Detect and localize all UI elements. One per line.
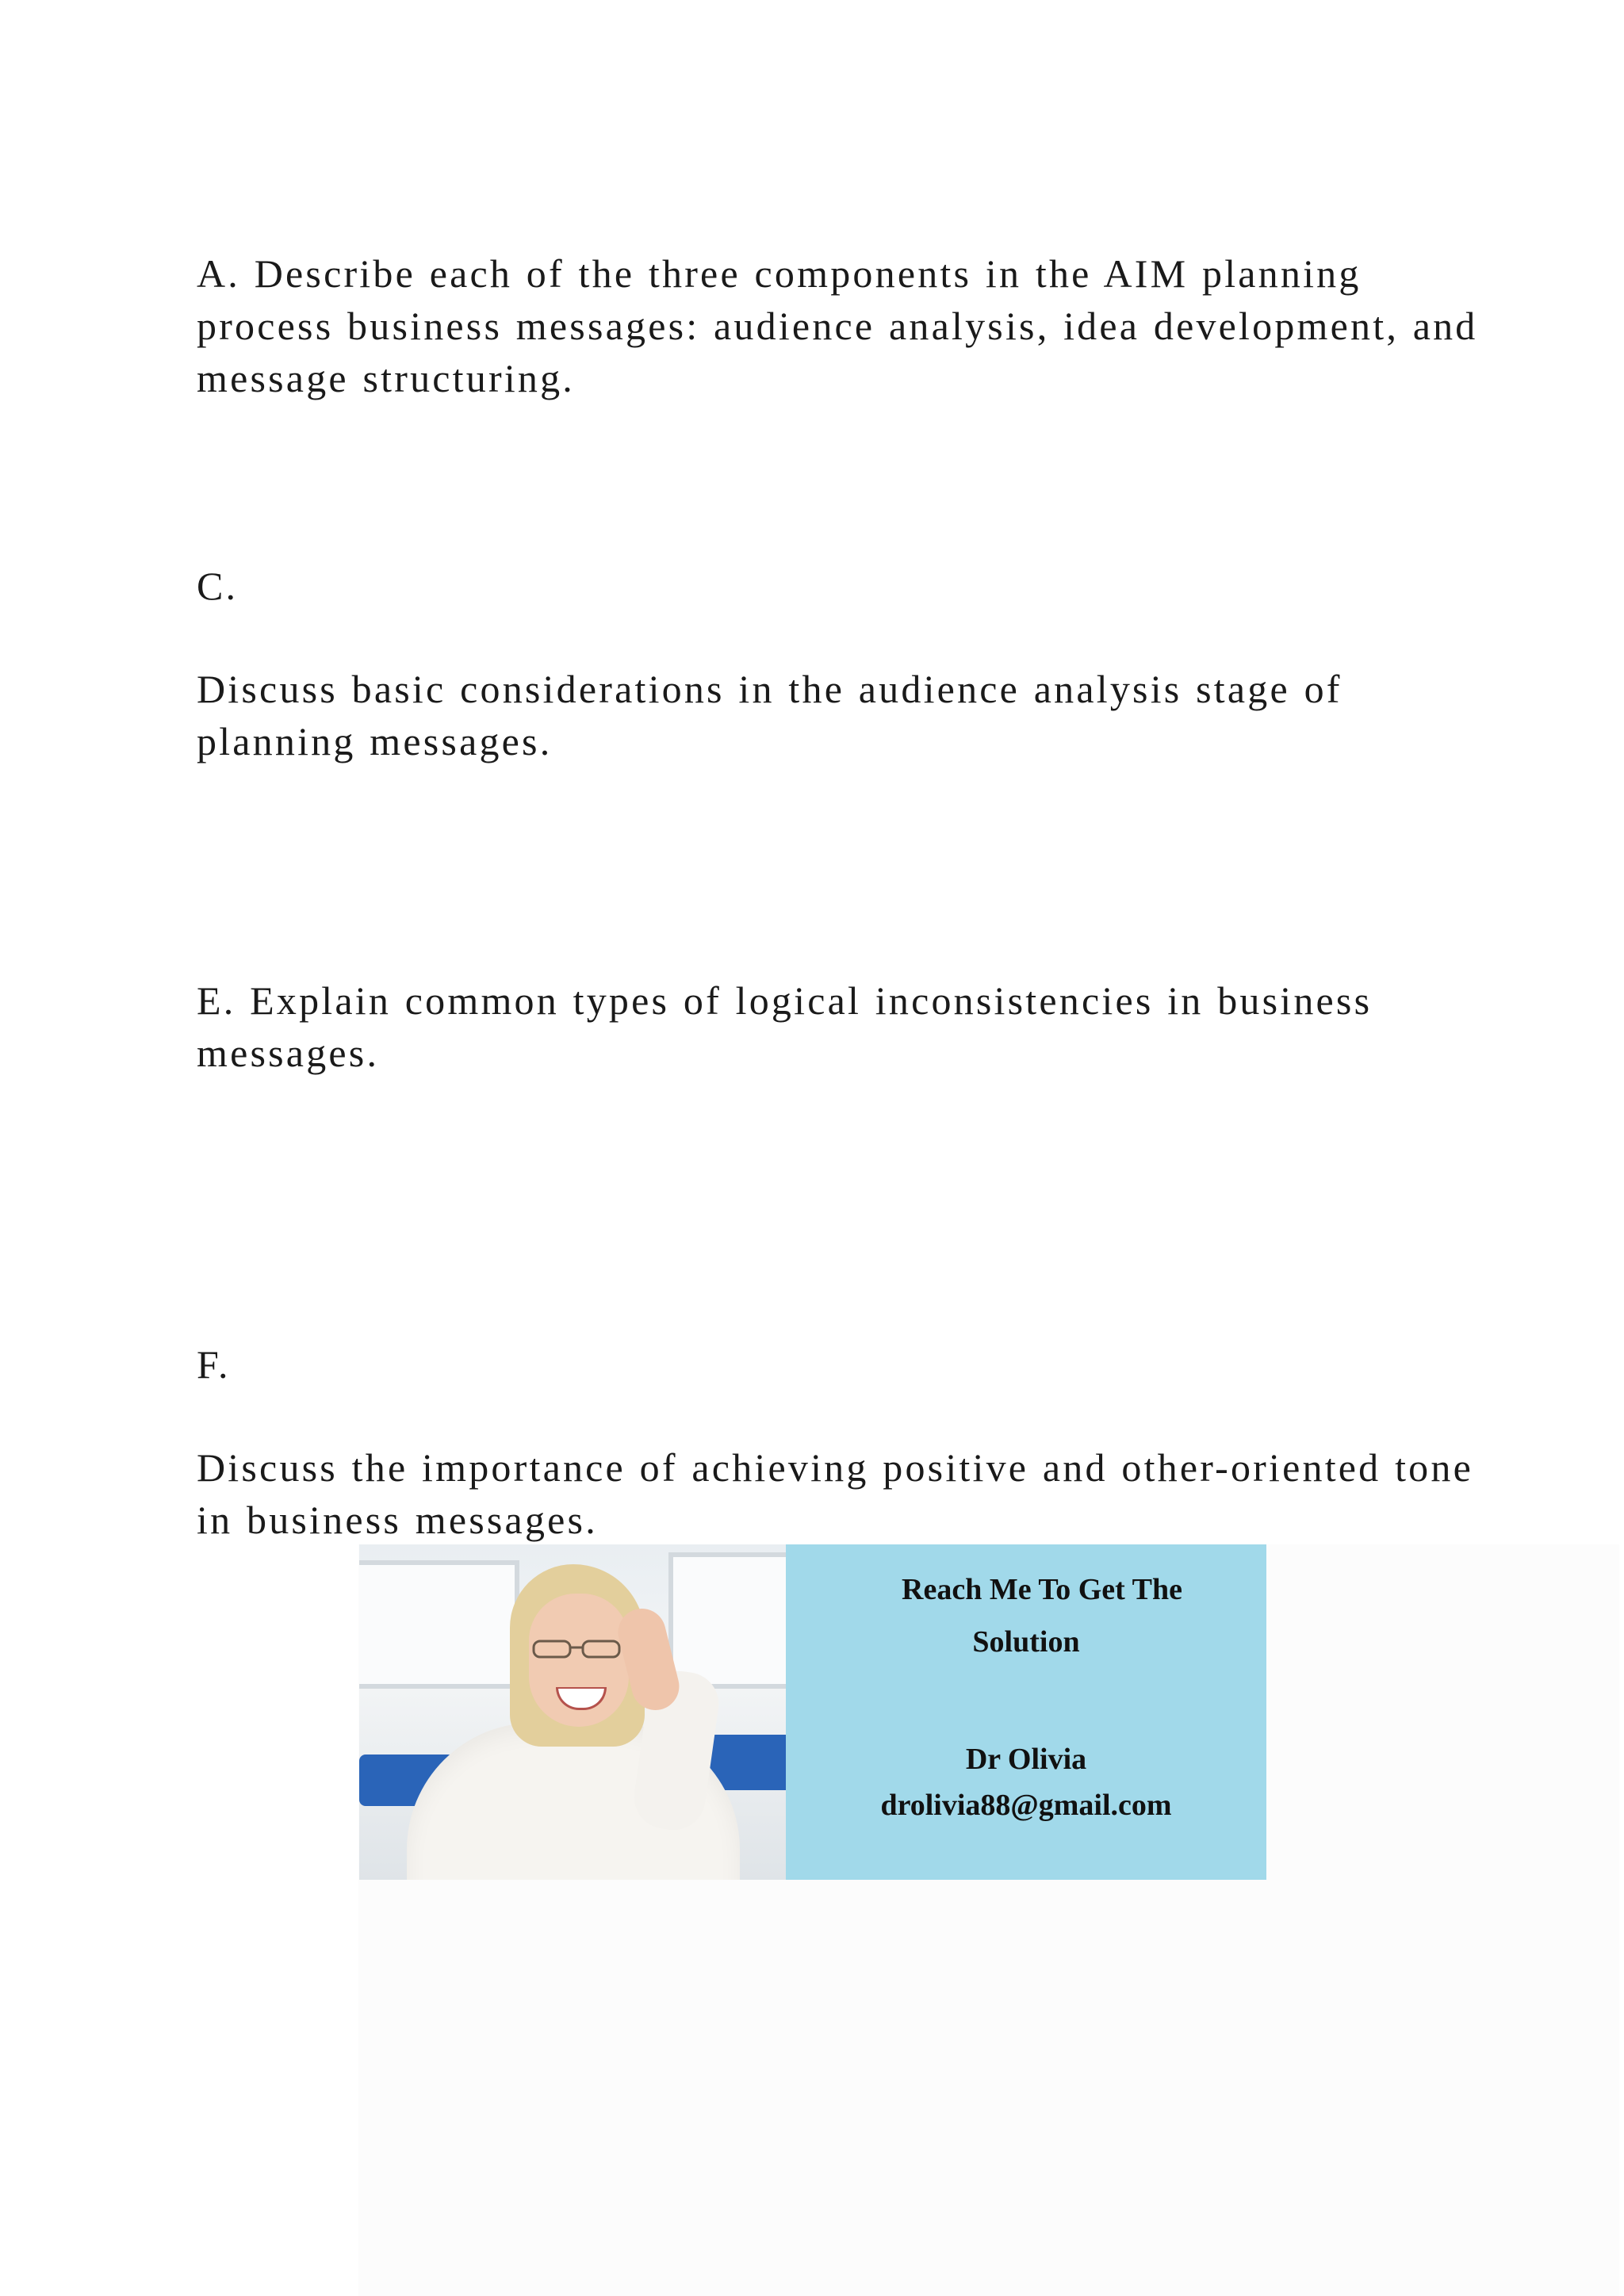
glasses-icon [529, 1638, 624, 1660]
background-window [668, 1552, 786, 1689]
question-e-text: E. Explain common types of logical inconsistencies in business messages. [197, 978, 1373, 1075]
question-c-text: Discuss basic considerations in the audience analysis stage of planning messages. [197, 667, 1342, 763]
question-c-label: C. [197, 564, 239, 608]
question-f-label: F. [197, 1342, 231, 1387]
contact-info-panel [786, 1544, 1266, 1880]
contact-name: Dr Olivia [965, 1743, 1087, 1776]
question-a-text: A. Describe each of the three components in the AIM planning process business messages: audience analysis, idea development, and message structuring. [197, 251, 1478, 400]
woman-photo [359, 1544, 786, 1880]
contact-email[interactable]: drolivia88@gmail.com [880, 1789, 1172, 1822]
background-window [359, 1560, 519, 1689]
contact-banner [359, 1544, 1266, 1880]
question-f-text: Discuss the importance of achieving positive and other-oriented tone in business messages. [197, 1445, 1473, 1542]
banner-heading-line2: Solution [972, 1625, 1080, 1659]
banner-heading-line1: Reach Me To Get The [902, 1573, 1182, 1606]
